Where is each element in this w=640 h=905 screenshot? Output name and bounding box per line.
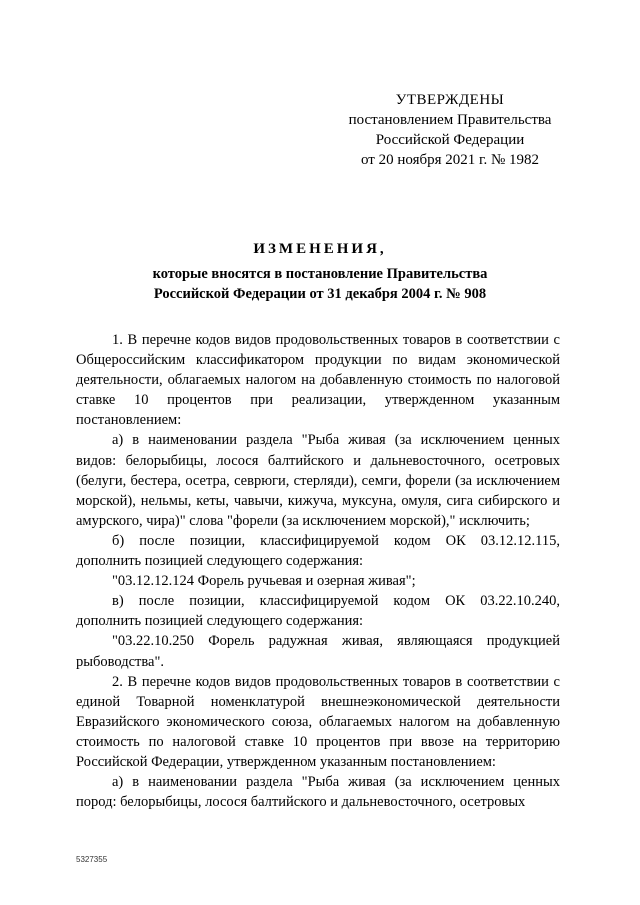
approval-stamp [320,90,580,170]
document-heading [60,238,580,304]
paragraph-1b-entry: "03.12.12.124 Форель ручьевая и озерная живая"; [112,573,416,590]
paragraph-2a: а) в наименовании раздела "Рыба живая (за исключением ценных пород: белорыбицы, лосося балтийского и дальневосточного, осетровых [76,774,560,811]
approved-label: УТВЕРЖДЕНЫ [395,92,505,108]
paragraph-1c-entry: "03.22.10.250 Форель радужная живая, являющаяся продукцией рыбоводства". [76,633,560,670]
paragraph-1b: б) после позиции, классифицируемой кодом ОК 03.12.12.115, дополнить позицией следующего содержания: [76,532,560,570]
subtitle-line-1: которые вносятся в постановление Правительства [152,266,488,282]
paragraph-1a: а) в наименовании раздела "Рыба живая (за исключением ценных видов: белорыбицы, лосося балтийского и дальневосточного, осетровых (белуги, бестера, осетра, севрюги, стерляди), семги, форели (за исключением морской), нельмы, кеты, чавычи, кижуча, муксуна, омуля, сига сибирского и амурского, чира)" слова "форели (за исключением морской)," исключить; [76,432,560,529]
paragraph-1c: в) после позиции, классифицируемой кодом ОК 03.22.10.240, дополнить позицией следующего содержания: [76,593,560,630]
document-code: 5327355 [76,855,108,864]
document-title: ИЗМЕНЕНИЯ, [253,241,387,257]
approval-date-number: от 20 ноября 2021 г. № 1982 [360,152,540,168]
approval-line-2: Российской Федерации [375,132,525,148]
document-body [76,330,560,812]
document-subtitle [60,264,580,304]
subtitle-line-2: Российской Федерации от 31 декабря 2004 г. № 908 [153,286,487,302]
approval-line-1: постановлением Правительства [348,112,552,128]
paragraph-1: 1. В перечне кодов видов продовольственных товаров в соответствии с Общероссийским классификатором продукции по видам экономической деятельности, облагаемых налогом на добавленную стоимость по налоговой ставке 10 процентов при реализации, утвержденном указанным постановлением: [76,332,560,429]
paragraph-2: 2. В перечне кодов видов продовольственных товаров в соответствии с единой Товарной номенклатурой внешнеэкономической деятельности Евразийского экономического союза, облагаемых налогом на добавленную стоимость по налоговой ставке 10 процентов при ввозе на территорию Российской Федерации, утвержденном указанным постановлением: [76,673,560,770]
